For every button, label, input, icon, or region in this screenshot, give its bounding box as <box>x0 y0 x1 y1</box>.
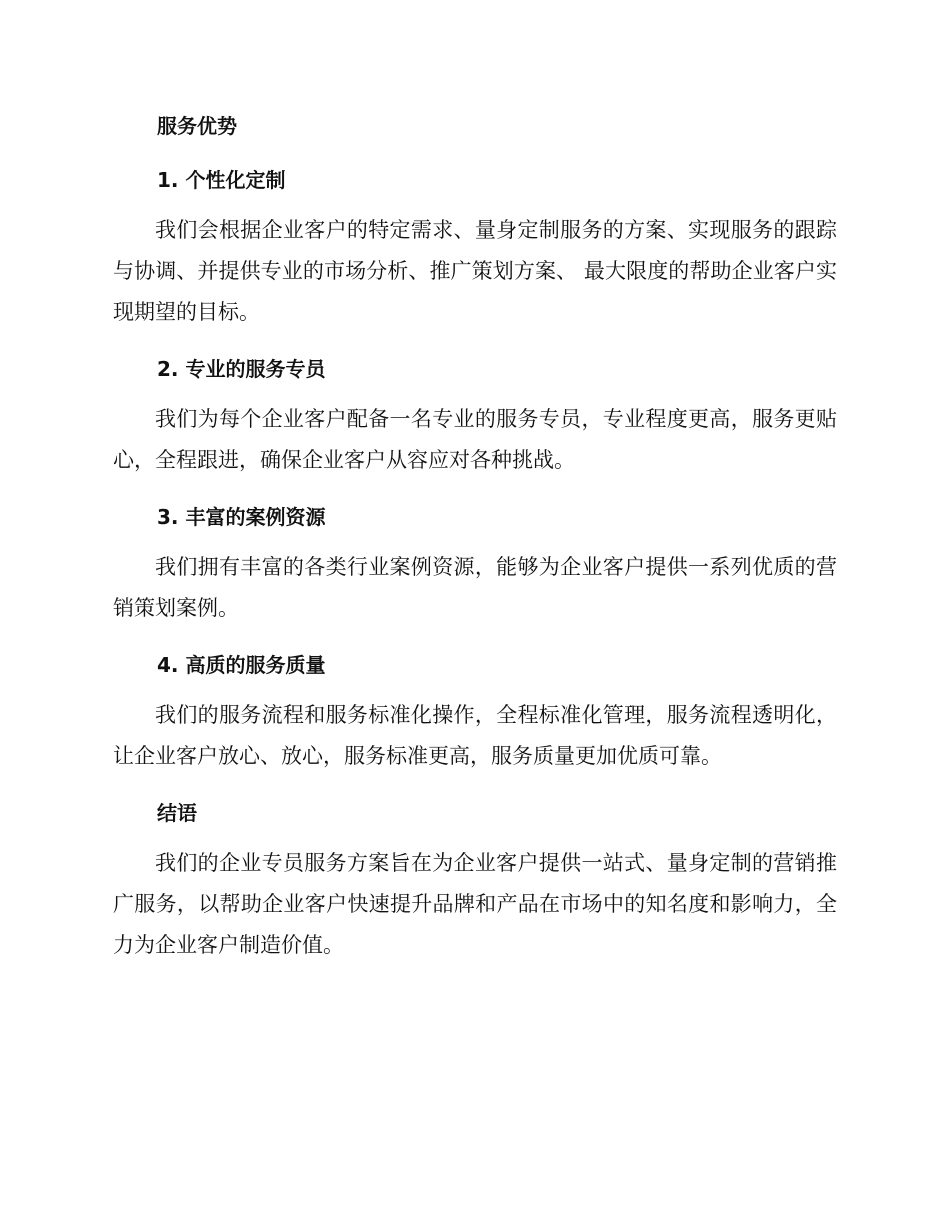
paragraph-customization: 我们会根据企业客户的特定需求、量身定制服务的方案、实现服务的跟踪与协调、并提供专业的市场分析、推广策划方案、 最大限度的帮助企业客户实现期望的目标。 <box>113 218 837 324</box>
section-heading-service-quality: 4. 高质的服务质量 <box>157 653 326 677</box>
section-heading-specialist: 2. 专业的服务专员 <box>157 357 326 381</box>
section-heading-case-resources: 3. 丰富的案例资源 <box>157 505 326 529</box>
paragraph-conclusion: 我们的企业专员服务方案旨在为企业客户提供一站式、量身定制的营销推广服务，以帮助企业客户快速提升品牌和产品在市场中的知名度和影响力，全力为企业客户制造价值。 <box>113 851 837 957</box>
section-heading-conclusion: 结语 <box>157 801 197 825</box>
document-body <box>113 108 837 966</box>
paragraph-specialist: 我们为每个企业客户配备一名专业的服务专员，专业程度更高，服务更贴心，全程跟进，确保企业客户从容应对各种挑战。 <box>113 407 837 472</box>
section-heading-advantages: 服务优势 <box>157 114 237 138</box>
paragraph-service-quality: 我们的服务流程和服务标准化操作，全程标准化管理，服务流程透明化，让企业客户放心、放心，服务标准更高，服务质量更加优质可靠。 <box>113 703 837 768</box>
section-heading-customization: 1. 个性化定制 <box>157 168 286 192</box>
paragraph-case-resources: 我们拥有丰富的各类行业案例资源，能够为企业客户提供一系列优质的营销策划案例。 <box>113 555 837 620</box>
